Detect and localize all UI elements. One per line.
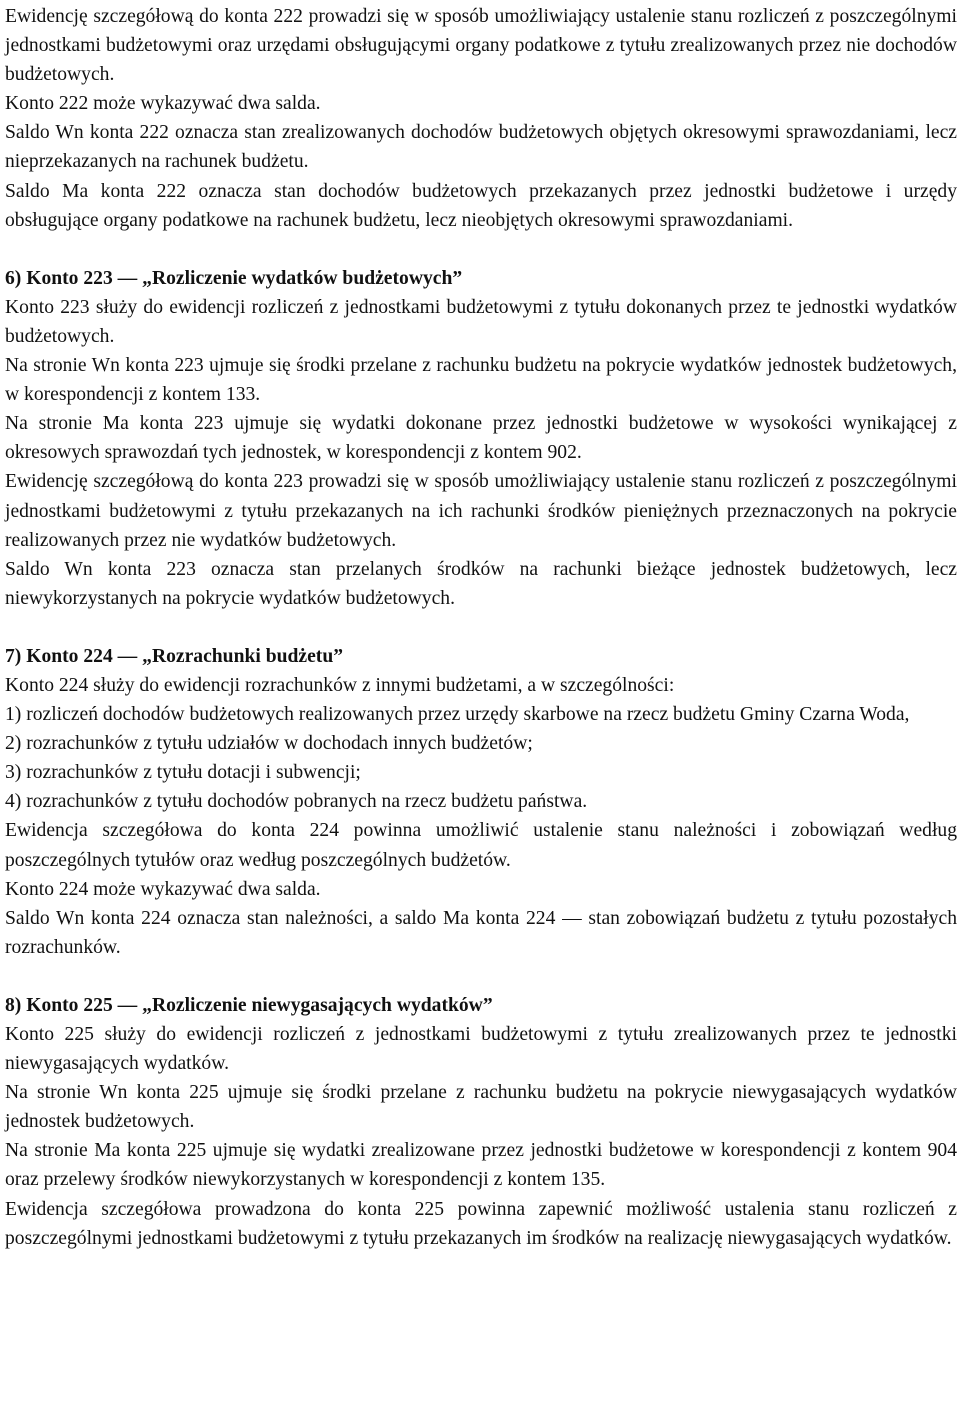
numbered-list (5, 700, 957, 816)
paragraph: Ewidencja szczegółowa prowadzona do konta 225 powinna zapewnić możliwość ustalenia stanu rozliczeń z poszczególnymi jednostkami budżetowymi z tytułu przekazanych im środków na realizację niewygasających wydatków. (5, 1198, 957, 1249)
paragraph: Saldo Ma konta 222 oznacza stan dochodów budżetowych przekazanych przez jednostki budżetowe i urzędy obsługujące organy podatkowe na rachunek budżetu, lecz nieobjętych okresowymi sprawozdaniami. (5, 180, 957, 231)
section-konto-223 (5, 264, 957, 613)
intro-block (5, 2, 957, 235)
section-heading: 7) Konto 224 — „Rozrachunki budżetu” (5, 645, 344, 667)
paragraph: Na stronie Ma konta 225 ujmuje się wydatki zrealizowane przez jednostki budżetowe w korespondencji z kontem 904 oraz przelewy środków niewykorzystanych w korespondencji z kontem 135. (5, 1140, 957, 1191)
paragraph: Konto 224 może wykazywać dwa salda. (5, 878, 321, 900)
section-lead: Konto 224 służy do ewidencji rozrachunków z innymi budżetami, a w szczególności: (5, 674, 675, 696)
paragraph: Konto 225 służy do ewidencji rozliczeń z jednostkami budżetowymi z tytułu zrealizowanych przez te jednostki niewygasających wydatków. (5, 1024, 957, 1075)
paragraph: Konto 222 może wykazywać dwa salda. (5, 93, 321, 115)
paragraph: Ewidencja szczegółowa do konta 224 powinna umożliwić ustalenie stanu należności i zobowiązań według poszczególnych tytułów oraz według poszczególnych budżetów. (5, 820, 957, 871)
section-heading: 6) Konto 223 — „Rozliczenie wydatków budżetowych” (5, 267, 463, 289)
paragraph: Konto 223 służy do ewidencji rozliczeń z jednostkami budżetowymi z tytułu dokonanych przez te jednostki wydatków budżetowych. (5, 296, 957, 347)
list-item: 2) rozrachunków z tytułu udziałów w dochodach innych budżetów; (5, 733, 533, 755)
section-konto-225 (5, 991, 957, 1253)
section-konto-224 (5, 642, 957, 962)
paragraph: Saldo Wn konta 224 oznacza stan należności, a saldo Ma konta 224 — stan zobowiązań budżetu z tytułu pozostałych rozrachunków. (5, 907, 957, 958)
paragraph: Ewidencję szczegółową do konta 223 prowadzi się w sposób umożliwiający ustalenie stanu rozliczeń z poszczególnymi jednostkami budżetowymi z tytułu przekazanych na ich rachunki środków pieniężnych przeznaczonych na pokrycie realizowanych przez nie wydatków budżetowych. (5, 471, 957, 551)
list-item: 4) rozrachunków z tytułu dochodów pobranych na rzecz budżetu państwa. (5, 791, 588, 813)
paragraph: Na stronie Wn konta 225 ujmuje się środki przelane z rachunku budżetu na pokrycie niewygasających wydatków jednostek budżetowych. (5, 1082, 957, 1133)
paragraph: Ewidencję szczegółową do konta 222 prowadzi się w sposób umożliwiający ustalenie stanu rozliczeń z poszczególnymi jednostkami budżetowymi oraz urzędami obsługującymi organy podatkowe z tytułu zrealizowanych przez nie dochodów budżetowych. (5, 6, 957, 86)
section-heading: 8) Konto 225 — „Rozliczenie niewygasających wydatków” (5, 994, 493, 1016)
paragraph: Saldo Wn konta 222 oznacza stan zrealizowanych dochodów budżetowych objętych okresowymi sprawozdaniami, lecz nieprzekazanych na rachunek budżetu. (5, 122, 957, 173)
paragraph: Saldo Wn konta 223 oznacza stan przelanych środków na rachunki bieżące jednostek budżetowych, lecz niewykorzystanych na pokrycie wydatków budżetowych. (5, 558, 957, 609)
paragraph: Na stronie Ma konta 223 ujmuje się wydatki dokonane przez jednostki budżetowe w wysokości wynikającej z okresowych sprawozdań tych jednostek, w korespondencji z kontem 902. (5, 413, 957, 464)
list-item: 1) rozliczeń dochodów budżetowych realizowanych przez urzędy skarbowe na rzecz budżetu Gminy Czarna Woda, (5, 704, 910, 726)
list-item: 3) rozrachunków z tytułu dotacji i subwencji; (5, 762, 361, 784)
paragraph: Na stronie Wn konta 223 ujmuje się środki przelane z rachunku budżetu na pokrycie wydatków jednostek budżetowych, w korespondencji z kontem 133. (5, 355, 957, 406)
